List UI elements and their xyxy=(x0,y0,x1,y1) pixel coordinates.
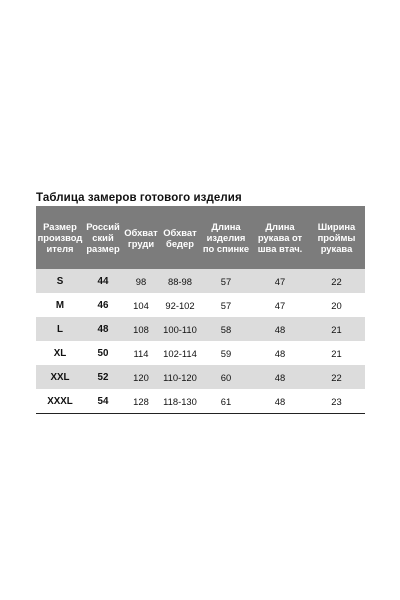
table-row xyxy=(36,341,365,365)
column-header-line: размер xyxy=(86,243,120,254)
table-row xyxy=(36,317,365,341)
cell-armhole-width: 22 xyxy=(331,275,342,287)
cell-armhole-width: 21 xyxy=(331,347,342,359)
header-manufacturer-size xyxy=(36,206,84,269)
cell-chest-girth: 104 xyxy=(133,299,149,311)
column-header-line: по спинке xyxy=(202,243,250,254)
cell-back-length: 61 xyxy=(200,389,252,414)
column-header-line: Длина xyxy=(265,221,295,232)
column-header-line: Ширина xyxy=(317,221,356,232)
cell-armhole-width: 22 xyxy=(331,371,342,383)
cell-russian-size: 54 xyxy=(84,389,122,414)
cell-sleeve-length: 48 xyxy=(252,389,308,414)
column-header-line: ителя xyxy=(46,243,74,254)
cell-manufacturer-size: S xyxy=(56,275,64,287)
cell-hip-girth: 102-114 xyxy=(163,347,197,359)
header-back-length xyxy=(200,206,252,269)
cell-manufacturer-size: XXXL xyxy=(36,389,84,414)
cell-armhole-width: 23 xyxy=(308,389,365,414)
cell-russian-size: 48 xyxy=(97,323,109,335)
header-sleeve-length xyxy=(252,206,308,269)
cell-back-length: 58 xyxy=(220,323,232,335)
cell-manufacturer-size: M xyxy=(55,299,65,311)
cell-back-length: 59 xyxy=(220,347,232,359)
cell-chest-girth: 114 xyxy=(133,347,149,359)
cell-hip-girth: 118-130 xyxy=(160,389,200,414)
column-header-line: рукава xyxy=(320,243,353,254)
table-row xyxy=(36,293,365,317)
cell-chest-girth: 128 xyxy=(122,389,160,414)
cell-russian-size: 46 xyxy=(97,299,109,311)
cell-manufacturer-size: L xyxy=(57,323,63,335)
cell-russian-size: 52 xyxy=(97,371,109,383)
cell-sleeve-length: 47 xyxy=(274,299,286,311)
size-measurement-table xyxy=(36,206,365,414)
cell-russian-size: 44 xyxy=(97,275,109,287)
column-header-line: ский xyxy=(92,232,114,243)
cell-hip-girth: 110-120 xyxy=(163,371,197,383)
header-chest-girth xyxy=(122,206,160,269)
column-header-line: Обхват xyxy=(163,226,197,238)
table-row xyxy=(36,389,365,414)
cell-hip-girth: 100-110 xyxy=(163,323,197,335)
column-header-line: Длина xyxy=(211,221,241,232)
cell-sleeve-length: 48 xyxy=(274,323,286,335)
cell-chest-girth: 120 xyxy=(133,371,149,383)
cell-chest-girth: 98 xyxy=(135,275,147,287)
column-header-line: бедер xyxy=(166,237,194,249)
cell-sleeve-length: 47 xyxy=(274,275,286,287)
table-header-row xyxy=(36,206,365,269)
table-body xyxy=(36,269,365,414)
column-header-line: Размер xyxy=(43,221,77,232)
cell-russian-size: 50 xyxy=(97,347,109,359)
cell-manufacturer-size: XXL xyxy=(50,371,70,383)
cell-hip-girth: 92-102 xyxy=(165,299,195,311)
cell-back-length: 57 xyxy=(220,299,232,311)
table-title: Таблица замеров готового изделия xyxy=(36,192,242,204)
cell-chest-girth: 108 xyxy=(133,323,149,335)
column-header-line: производ xyxy=(37,232,83,243)
column-header-line: шва втач. xyxy=(257,243,303,254)
column-header-line: изделия xyxy=(206,232,246,243)
header-hip-girth xyxy=(160,206,200,269)
column-header-line: рукава от xyxy=(257,232,303,243)
cell-sleeve-length: 48 xyxy=(274,371,286,383)
column-header-line: проймы xyxy=(317,232,356,243)
column-header-line: Обхват xyxy=(124,226,158,238)
header-armhole-width xyxy=(308,206,365,269)
column-header-line: Россий xyxy=(86,221,120,232)
cell-sleeve-length: 48 xyxy=(274,347,286,359)
header-russian-size xyxy=(84,206,122,269)
table-row xyxy=(36,365,365,389)
column-header-line: груди xyxy=(127,237,155,249)
cell-manufacturer-size: XL xyxy=(53,347,67,359)
cell-back-length: 60 xyxy=(220,371,232,383)
cell-back-length: 57 xyxy=(220,275,232,287)
cell-armhole-width: 20 xyxy=(331,299,342,311)
table-row xyxy=(36,269,365,293)
cell-armhole-width: 21 xyxy=(331,323,342,335)
cell-hip-girth: 88-98 xyxy=(168,275,192,287)
